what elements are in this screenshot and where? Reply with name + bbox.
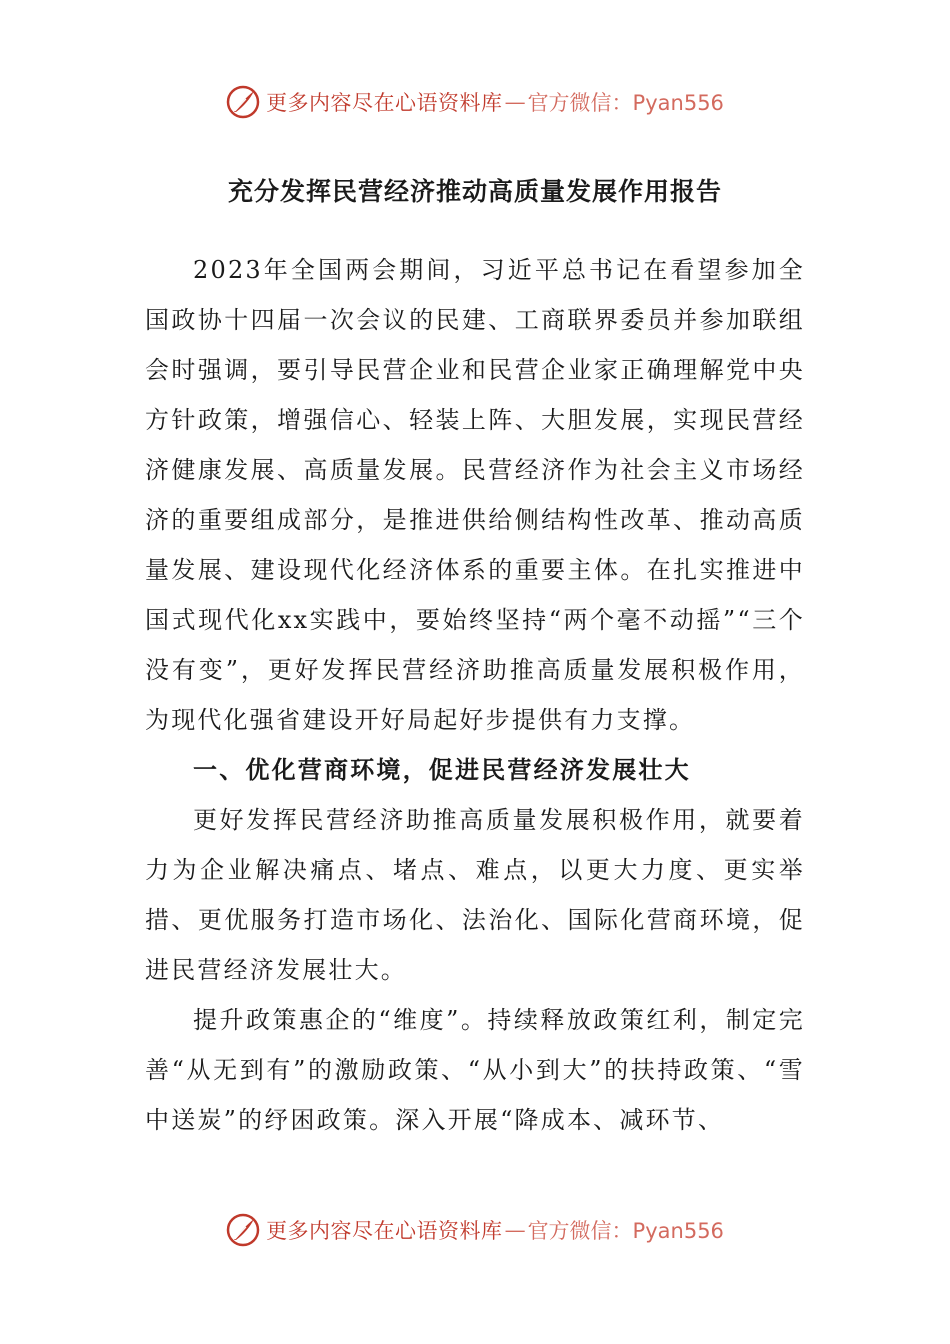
watermark-separator: —: [504, 1218, 526, 1242]
paragraph-section1-intro: 更好发挥民营经济助推高质量发展积极作用，就要着力为企业解决痛点、堵点、难点，以更大力度、更实举措、更优服务打造市场化、法治化、国际化营商环境，促进民营经济发展壮大。: [145, 806, 805, 984]
watermark-contact: 官方微信：Pyan556: [527, 1219, 724, 1243]
watermark-header: [0, 82, 950, 122]
paragraph-intro: 2023年全国两会期间，习近平总书记在看望参加全国政协十四届一次会议的民建、工商联界委员并参加联组会时强调，要引导民营企业和民营企业家正确理解党中央方针政策，增强信心、轻装上阵、大胆发展，实现民营经济健康发展、高质量发展。民营经济作为社会主义市场经济的重要组成部分，是推进供给侧结构性改革、推动高质量发展、建设现代化经济体系的重要主体。在扎实推进中国式现代化xx实践中，要始终坚持“两个毫不动摇”“三个没有变”，更好发挥民营经济助推高质量发展积极作用，为现代化强省建设开好局起好步提供有力支撑。: [145, 256, 805, 734]
quill-logo-icon: [226, 85, 260, 119]
watermark-title: 更多内容尽在心语资料库: [266, 91, 503, 115]
section-heading-1: 一、优化营商环境，促进民营经济发展壮大: [193, 756, 691, 784]
watermark-separator: —: [504, 90, 526, 114]
paragraph-policy: 提升政策惠企的“维度”。持续释放政策红利，制定完善“从无到有”的激励政策、“从小到大”的扶持政策、“雪中送炭”的纾困政策。深入开展“降成本、减环节、: [145, 1006, 805, 1134]
watermark-contact: 官方微信：Pyan556: [527, 91, 724, 115]
watermark-footer: [0, 1210, 950, 1250]
watermark-title: 更多内容尽在心语资料库: [266, 1219, 503, 1243]
document-title: 充分发挥民营经济推动高质量发展作用报告: [227, 177, 722, 206]
quill-logo-icon: [226, 1213, 260, 1247]
document-body: [145, 245, 805, 1145]
